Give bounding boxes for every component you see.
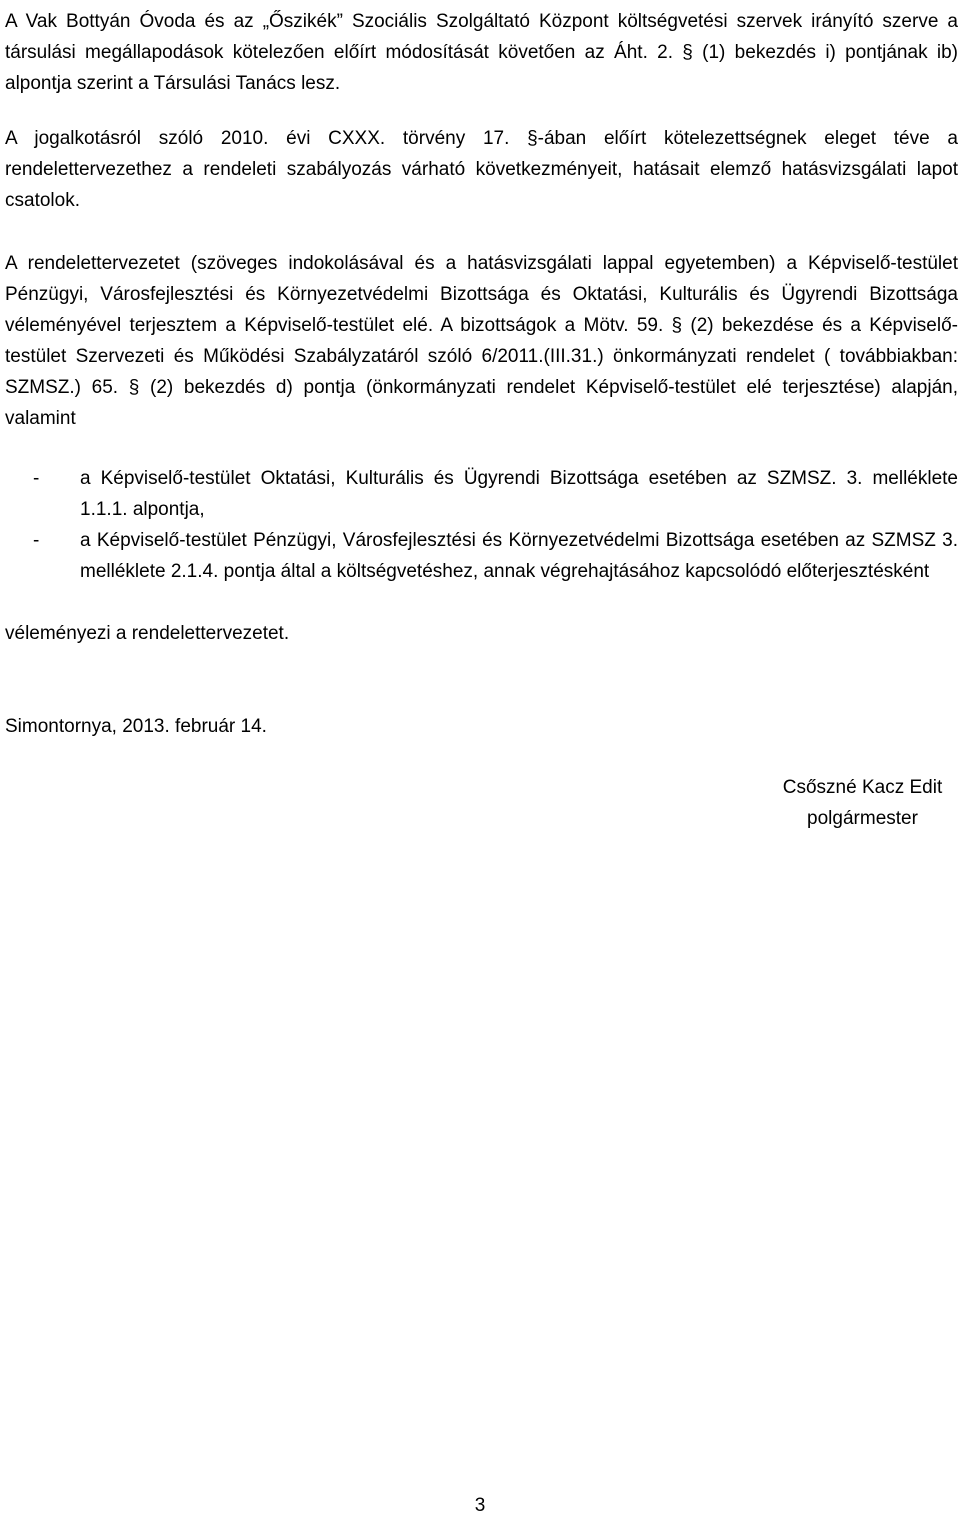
- document-date: Simontornya, 2013. február 14.: [5, 716, 267, 737]
- paragraph-conclusion: véleményezi a rendelettervezetet.: [5, 623, 290, 644]
- paragraph-governing-body: A Vak Bottyán Óvoda és az „Őszikék” Szociális Szolgáltató Központ költségvetési szervek irányító szerve a társulási megállapodások kötelezően előírt módosítását követően az Áht. 2. § (1) bekezdés i) pontjának ib) alpontja szerint a Társulási Tanács lesz.: [5, 11, 958, 94]
- committee-list: [5, 463, 958, 587]
- paragraph-committee-review: A rendelettervezetet (szöveges indokolásával és a hatásvizsgálati lappal egyetemben) a Képviselő-testület Pénzügyi, Városfejlesztési és Környezetvédelmi Bizottsága és Oktatási, Kulturális és Ügyrendi Bizottsága véleményével terjesztem a Képviselő-testület elé. A bizottságok a Mötv. 59. § (2) bekezdése és a Képviselő-testület Szervezeti és Működési Szabályzatáról szóló 6/2011.(III.31.) önkormányzati rendelet ( továbbiakban: SZMSZ.) 65. § (2) bekezdés d) pontja (önkormányzati rendelet Képviselő-testület elé terjesztése) alapján, valamint: [5, 253, 958, 429]
- list-marker: -: [33, 468, 40, 489]
- signatory-title: polgármester: [807, 808, 918, 829]
- signatory-name: Csőszné Kacz Edit: [782, 777, 943, 798]
- list-marker: -: [33, 530, 40, 551]
- paragraph-impact-assessment: A jogalkotásról szóló 2010. évi CXXX. törvény 17. §-ában előírt kötelezettségnek eleget téve a rendelettervezethez a rendeleti szabályozás várható következményeit, hatásait elemző hatásvizsgálati lapot csatolok.: [5, 128, 958, 211]
- list-item-text: a Képviselő-testület Pénzügyi, Városfejlesztési és Környezetvédelmi Bizottsága esetében az SZMSZ 3. melléklete 2.1.4. pontja által a költségvetéshez, annak végrehajtásához kapcsolódó előterjesztésként: [80, 530, 958, 582]
- list-item: [5, 463, 958, 525]
- page-number: 3: [474, 1495, 486, 1516]
- list-item: [5, 525, 958, 587]
- list-item-text: a Képviselő-testület Oktatási, Kulturális és Ügyrendi Bizottsága esetében az SZMSZ. 3. melléklete 1.1.1. alpontja,: [80, 468, 958, 520]
- signature-block: [765, 772, 960, 834]
